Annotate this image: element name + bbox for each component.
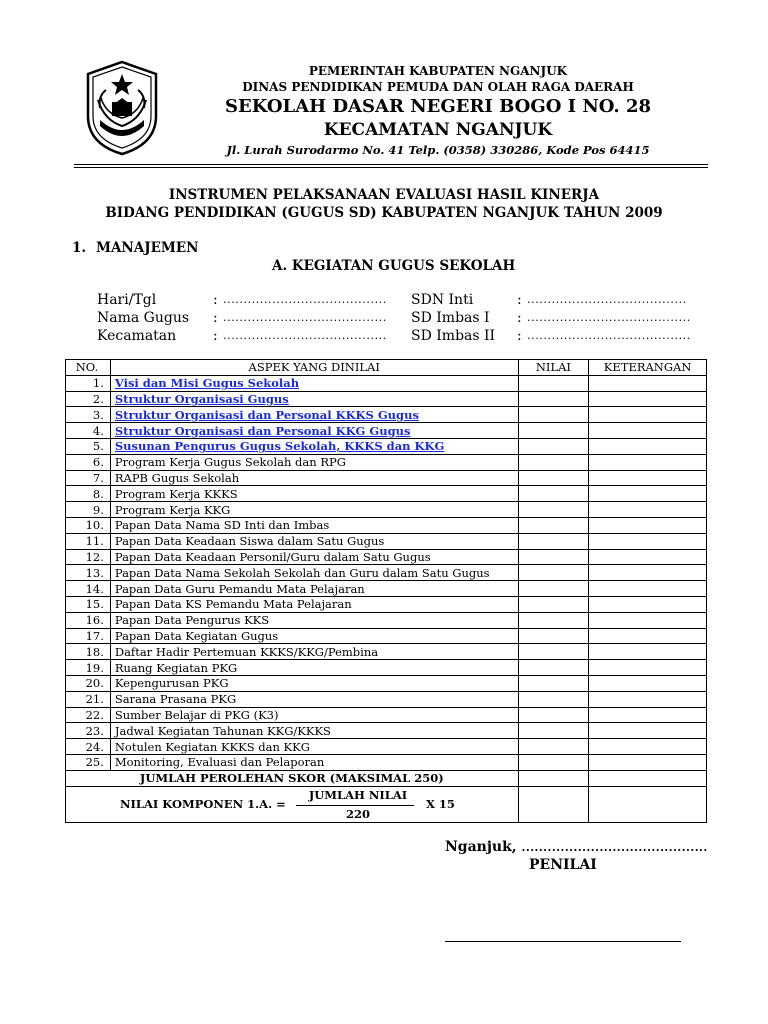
formula-numerator: JUMLAH NILAI	[308, 788, 408, 803]
government-name: PEMERINTAH KABUPATEN NGANJUK	[308, 64, 568, 78]
aspek-text: Program Kerja KKKS	[114, 486, 238, 501]
component-score-formula-cell	[66, 786, 519, 822]
row-nilai-cell[interactable]	[518, 486, 589, 502]
row-aspek	[110, 739, 518, 755]
row-keterangan-cell[interactable]	[589, 660, 707, 676]
field-colon: :	[517, 310, 522, 326]
formula-fraction-bar	[296, 805, 414, 806]
field-hari-tgl[interactable]	[97, 291, 387, 309]
aspek-text: Daftar Hadir Pertemuan KKKS/KKG/Pembina	[114, 644, 379, 659]
row-keterangan-cell[interactable]	[589, 754, 707, 770]
table-row	[66, 628, 707, 644]
field-blank[interactable]: ........................................	[223, 293, 387, 306]
total-score-label: JUMLAH PEROLEHAN SKOR (MAKSIMAL 250)	[66, 770, 519, 786]
row-aspek	[110, 612, 518, 628]
row-aspek	[110, 533, 518, 549]
table-row	[66, 739, 707, 755]
field-colon: :	[517, 292, 522, 308]
row-aspek	[110, 581, 518, 597]
row-keterangan-cell[interactable]	[589, 470, 707, 486]
row-aspek	[110, 628, 518, 644]
row-keterangan-cell[interactable]	[589, 612, 707, 628]
table-row	[66, 707, 707, 723]
row-nilai-cell[interactable]	[518, 612, 589, 628]
table-row	[66, 549, 707, 565]
row-aspek	[110, 517, 518, 533]
row-keterangan-cell[interactable]	[589, 407, 707, 423]
aspek-text: Program Kerja KKG	[114, 502, 231, 517]
field-colon: :	[213, 310, 218, 326]
field-label: Nama Gugus	[97, 310, 190, 326]
regency-emblem-logo	[84, 60, 160, 156]
row-keterangan-cell[interactable]	[589, 723, 707, 739]
header-aspek: ASPEK YANG DINILAI	[110, 360, 518, 376]
table-row	[66, 596, 707, 612]
row-nilai-cell[interactable]	[518, 581, 589, 597]
row-nilai-cell[interactable]	[518, 438, 589, 454]
field-label: Hari/Tgl	[97, 292, 157, 308]
aspek-text: Ruang Kegiatan PKG	[114, 660, 238, 675]
component-score-nilai-cell[interactable]	[518, 786, 589, 822]
formula-multiplier: X 15	[426, 797, 455, 812]
aspek-link[interactable]: Struktur Organisasi Gugus	[114, 391, 289, 406]
row-number: 22.	[66, 707, 111, 723]
letterhead	[160, 63, 716, 159]
row-nilai-cell[interactable]	[518, 391, 589, 407]
aspek-text: Papan Data Guru Pemandu Mata Pelajaran	[114, 581, 365, 596]
row-keterangan-cell[interactable]	[589, 391, 707, 407]
field-label: SDN Inti	[411, 292, 474, 308]
field-blank[interactable]: ........................................	[527, 311, 691, 324]
formula-denominator: 220	[345, 807, 370, 822]
signature-place-date	[445, 839, 708, 855]
row-keterangan-cell[interactable]	[589, 596, 707, 612]
field-label: Kecamatan	[97, 328, 177, 344]
row-number: 23.	[66, 723, 111, 739]
section-label: MANAJEMEN	[96, 240, 199, 256]
table-row	[66, 454, 707, 470]
row-number: 5.	[66, 438, 111, 454]
row-keterangan-cell[interactable]	[589, 691, 707, 707]
row-aspek	[110, 707, 518, 723]
row-number: 17.	[66, 628, 111, 644]
field-blank[interactable]: .......................................	[527, 293, 687, 306]
field-blank[interactable]: ........................................	[527, 329, 691, 342]
aspek-text: Program Kerja Gugus Sekolah dan RPG	[114, 455, 346, 470]
school-address: Jl. Lurah Surodarmo No. 41 Telp. (0358) 330286, Kode Pos 64415	[226, 143, 650, 157]
letterhead-divider	[74, 164, 708, 165]
row-nilai-cell[interactable]	[518, 454, 589, 470]
row-number: 7.	[66, 470, 111, 486]
row-number: 9.	[66, 502, 111, 518]
aspek-text: Papan Data Nama SD Inti dan Imbas	[114, 518, 330, 533]
table-header-row	[66, 360, 707, 376]
letterhead-divider-thin	[74, 167, 708, 168]
row-aspek	[110, 754, 518, 770]
row-aspek[interactable]	[110, 438, 518, 454]
row-aspek	[110, 691, 518, 707]
table-row	[66, 754, 707, 770]
evaluation-table	[65, 359, 707, 823]
row-keterangan-cell[interactable]	[589, 707, 707, 723]
aspek-text: Papan Data Kegiatan Gugus	[114, 628, 279, 643]
formula-label: NILAI KOMPONEN 1.A. =	[120, 797, 286, 812]
table-row	[66, 723, 707, 739]
row-aspek	[110, 470, 518, 486]
row-aspek	[110, 675, 518, 691]
school-name: SEKOLAH DASAR NEGERI BOGO I NO. 28	[224, 96, 652, 117]
signature-place: Nganjuk,	[445, 839, 517, 855]
row-keterangan-cell[interactable]	[589, 438, 707, 454]
department-name: DINAS PENDIDIKAN PEMUDA DAN OLAH RAGA DAERAH	[242, 80, 634, 94]
table-row	[66, 486, 707, 502]
table-row	[66, 581, 707, 597]
aspek-text: Jadwal Kegiatan Tahunan KKG/KKKS	[114, 723, 331, 738]
row-keterangan-cell[interactable]	[589, 517, 707, 533]
total-score-nilai-cell[interactable]	[518, 770, 589, 786]
aspek-link[interactable]: Struktur Organisasi dan Personal KKG Gugus	[114, 423, 411, 438]
row-keterangan-cell[interactable]	[589, 739, 707, 755]
row-aspek	[110, 486, 518, 502]
table-row	[66, 423, 707, 439]
row-aspek[interactable]	[110, 407, 518, 423]
row-keterangan-cell[interactable]	[589, 675, 707, 691]
row-number: 24.	[66, 739, 111, 755]
row-nilai-cell[interactable]	[518, 723, 589, 739]
aspek-text: Sarana Prasana PKG	[114, 692, 237, 707]
table-row	[66, 470, 707, 486]
row-nilai-cell[interactable]	[518, 660, 589, 676]
total-score-row	[66, 770, 707, 786]
row-nilai-cell[interactable]	[518, 739, 589, 755]
row-keterangan-cell[interactable]	[589, 565, 707, 581]
aspek-text: Papan Data Pengurus KKS	[114, 613, 270, 628]
aspek-text: Papan Data Keadaan Personil/Guru dalam Satu Gugus	[114, 549, 431, 564]
document-title-line1: INSTRUMEN PELAKSANAAN EVALUASI HASIL KINERJA	[168, 187, 600, 203]
header-no: NO.	[66, 360, 111, 376]
row-number: 11.	[66, 533, 111, 549]
component-score-keterangan-cell[interactable]	[589, 786, 707, 822]
row-number: 20.	[66, 675, 111, 691]
row-nilai-cell[interactable]	[518, 502, 589, 518]
header-nilai: NILAI	[518, 360, 589, 376]
table-row	[66, 660, 707, 676]
section-heading	[72, 240, 198, 256]
row-number: 13.	[66, 565, 111, 581]
field-blank[interactable]: ........................................	[223, 311, 387, 324]
row-keterangan-cell[interactable]	[589, 502, 707, 518]
row-nilai-cell[interactable]	[518, 675, 589, 691]
row-keterangan-cell[interactable]	[589, 423, 707, 439]
row-nilai-cell[interactable]	[518, 691, 589, 707]
aspek-link[interactable]: Susunan Pengurus Gugus Sekolah, KKKS dan KKG	[114, 439, 445, 454]
row-aspek	[110, 454, 518, 470]
field-kecamatan[interactable]	[97, 327, 387, 345]
component-score-formula	[70, 787, 514, 821]
row-number: 2.	[66, 391, 111, 407]
row-nilai-cell[interactable]	[518, 628, 589, 644]
row-aspek	[110, 549, 518, 565]
signature-role: PENILAI	[529, 857, 597, 873]
row-aspek	[110, 565, 518, 581]
row-nilai-cell[interactable]	[518, 754, 589, 770]
component-score-row	[66, 786, 707, 822]
section-number: 1.	[72, 240, 87, 256]
field-colon: :	[213, 328, 218, 344]
aspek-text: Papan Data Nama Sekolah Sekolah dan Guru dalam Satu Gugus	[114, 565, 490, 580]
table-row	[66, 612, 707, 628]
row-nilai-cell[interactable]	[518, 470, 589, 486]
field-nama-gugus[interactable]	[97, 309, 387, 327]
row-number: 18.	[66, 644, 111, 660]
row-number: 15.	[66, 596, 111, 612]
table-row	[66, 517, 707, 533]
field-sd-imbas-1[interactable]	[411, 309, 691, 327]
aspek-link[interactable]: Visi dan Misi Gugus Sekolah	[114, 376, 300, 391]
row-aspek	[110, 660, 518, 676]
row-keterangan-cell[interactable]	[589, 628, 707, 644]
row-number: 21.	[66, 691, 111, 707]
row-number: 8.	[66, 486, 111, 502]
document-title-line2: BIDANG PENDIDIKAN (GUGUS SD) KABUPATEN NGANJUK TAHUN 2009	[105, 205, 663, 221]
table-row	[66, 565, 707, 581]
row-nilai-cell[interactable]	[518, 533, 589, 549]
row-nilai-cell[interactable]	[518, 644, 589, 660]
row-keterangan-cell[interactable]	[589, 486, 707, 502]
row-number: 3.	[66, 407, 111, 423]
row-keterangan-cell[interactable]	[589, 375, 707, 391]
table-row	[66, 502, 707, 518]
field-colon: :	[517, 328, 522, 344]
row-number: 6.	[66, 454, 111, 470]
aspek-text: RAPB Gugus Sekolah	[114, 470, 240, 485]
field-colon: :	[213, 292, 218, 308]
row-number: 14.	[66, 581, 111, 597]
row-nilai-cell[interactable]	[518, 407, 589, 423]
table-row	[66, 675, 707, 691]
aspek-link[interactable]: Struktur Organisasi dan Personal KKKS Gugus	[114, 407, 419, 422]
signature-line[interactable]	[445, 941, 681, 942]
field-label: SD Imbas I	[411, 310, 490, 326]
aspek-text: Sumber Belajar di PKG (K3)	[114, 707, 279, 722]
table-row	[66, 691, 707, 707]
table-row	[66, 644, 707, 660]
table-row	[66, 533, 707, 549]
table-row	[66, 375, 707, 391]
table-body	[66, 375, 707, 770]
table-row	[66, 391, 707, 407]
header-keterangan: KETERANGAN	[589, 360, 707, 376]
row-number: 19.	[66, 660, 111, 676]
table-row	[66, 438, 707, 454]
row-aspek	[110, 596, 518, 612]
row-aspek[interactable]	[110, 423, 518, 439]
row-nilai-cell[interactable]	[518, 375, 589, 391]
row-keterangan-cell[interactable]	[589, 644, 707, 660]
row-nilai-cell[interactable]	[518, 517, 589, 533]
row-aspek[interactable]	[110, 375, 518, 391]
aspek-text: Kepengurusan PKG	[114, 676, 229, 691]
field-label: SD Imbas II	[411, 328, 496, 344]
row-number: 4.	[66, 423, 111, 439]
subsection-heading: A. KEGIATAN GUGUS SEKOLAH	[272, 258, 516, 274]
row-number: 12.	[66, 549, 111, 565]
aspek-text: Papan Data KS Pemandu Mata Pelajaran	[114, 597, 352, 612]
row-nilai-cell[interactable]	[518, 549, 589, 565]
row-nilai-cell[interactable]	[518, 423, 589, 439]
row-nilai-cell[interactable]	[518, 596, 589, 612]
row-number: 1.	[66, 375, 111, 391]
row-number: 10.	[66, 517, 111, 533]
document-title	[0, 186, 768, 222]
signature-date-blank[interactable]: ...........................................	[521, 841, 708, 854]
field-sd-imbas-2[interactable]	[411, 327, 691, 345]
row-number: 25.	[66, 754, 111, 770]
row-nilai-cell[interactable]	[518, 565, 589, 581]
aspek-text: Papan Data Keadaan Siswa dalam Satu Gugus	[114, 534, 385, 549]
aspek-text: Notulen Kegiatan KKKS dan KKG	[114, 739, 310, 754]
total-score-keterangan-cell[interactable]	[589, 770, 707, 786]
row-keterangan-cell[interactable]	[589, 581, 707, 597]
row-nilai-cell[interactable]	[518, 707, 589, 723]
row-aspek	[110, 644, 518, 660]
row-aspek	[110, 502, 518, 518]
row-keterangan-cell[interactable]	[589, 454, 707, 470]
table-row	[66, 407, 707, 423]
row-number: 16.	[66, 612, 111, 628]
field-blank[interactable]: ........................................	[223, 329, 387, 342]
field-sdn-inti[interactable]	[411, 291, 687, 309]
row-keterangan-cell[interactable]	[589, 549, 707, 565]
row-aspek[interactable]	[110, 391, 518, 407]
row-aspek	[110, 723, 518, 739]
district-name: KECAMATAN NGANJUK	[323, 120, 553, 140]
aspek-text: Monitoring, Evaluasi dan Pelaporan	[114, 755, 325, 770]
row-keterangan-cell[interactable]	[589, 533, 707, 549]
